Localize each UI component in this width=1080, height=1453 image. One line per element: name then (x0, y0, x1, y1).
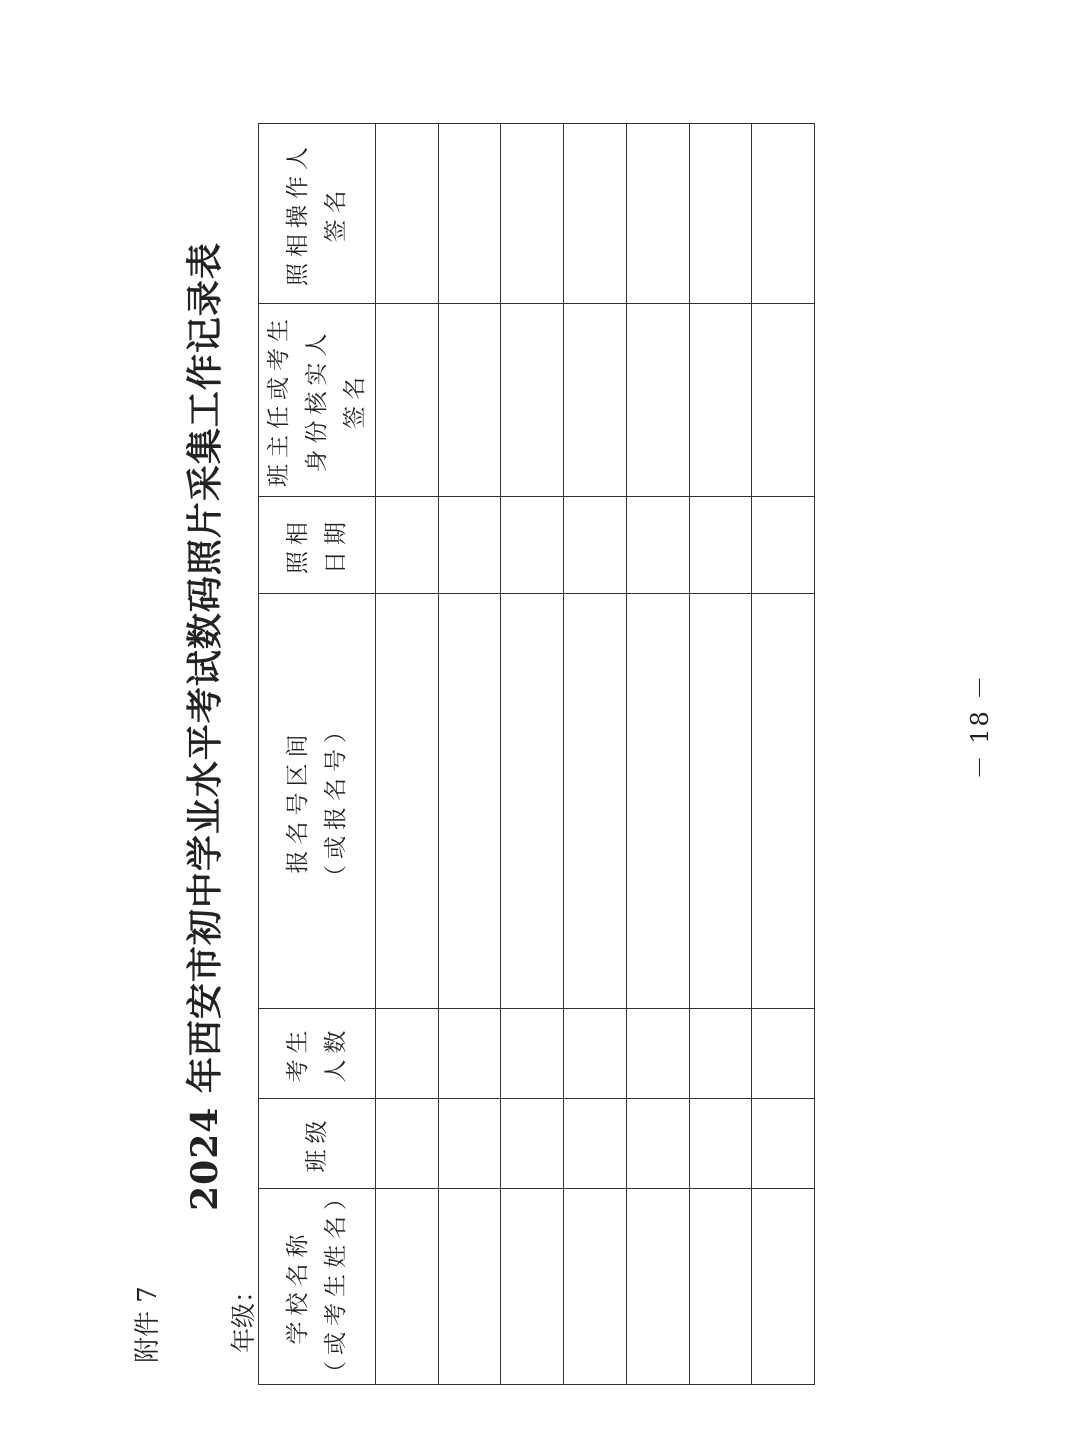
table-cell[interactable] (564, 1099, 627, 1189)
table-cell[interactable] (689, 594, 752, 1009)
record-table (258, 123, 815, 1385)
table-cell[interactable] (564, 594, 627, 1009)
page-title: 2024 年西安市初中学业水平考试数码照片采集工作记录表 (184, 242, 226, 1211)
header-verifier-signature: 班主任或考生 身份核实人 签名 (259, 304, 376, 497)
table-cell[interactable] (564, 1189, 627, 1385)
table-cell[interactable] (626, 497, 689, 594)
table-row (689, 124, 752, 1385)
table-cell[interactable] (564, 124, 627, 304)
table-cell[interactable] (501, 1189, 564, 1385)
page-number: － 18 － (966, 673, 994, 780)
header-row (259, 124, 376, 1385)
table-row (564, 124, 627, 1385)
table-row (626, 124, 689, 1385)
table-row (501, 124, 564, 1385)
table-cell[interactable] (752, 594, 815, 1009)
table-cell[interactable] (438, 124, 501, 304)
header-registration-range: 报名号区间 （或报名号） (259, 594, 376, 1009)
table-cell[interactable] (501, 124, 564, 304)
table-cell[interactable] (564, 1009, 627, 1099)
table-cell[interactable] (438, 497, 501, 594)
header-operator-signature: 照相操作人 签名 (259, 124, 376, 304)
table-cell[interactable] (501, 304, 564, 497)
table-cell[interactable] (564, 497, 627, 594)
table-cell[interactable] (626, 304, 689, 497)
attachment-label: 附件 7 (133, 1286, 163, 1363)
table-cell[interactable] (626, 124, 689, 304)
table-cell[interactable] (376, 594, 439, 1009)
table-cell[interactable] (376, 304, 439, 497)
table-cell[interactable] (438, 594, 501, 1009)
table-cell[interactable] (752, 1099, 815, 1189)
table-cell[interactable] (564, 304, 627, 497)
table-cell[interactable] (501, 1009, 564, 1099)
table-cell[interactable] (501, 1099, 564, 1189)
table-cell[interactable] (501, 594, 564, 1009)
table-cell[interactable] (752, 1189, 815, 1385)
table-cell[interactable] (689, 497, 752, 594)
table-cell[interactable] (626, 1099, 689, 1189)
table-cell[interactable] (438, 1009, 501, 1099)
table-row (752, 124, 815, 1385)
header-class: 班级 (259, 1099, 376, 1189)
table-cell[interactable] (689, 1189, 752, 1385)
table-cell[interactable] (501, 497, 564, 594)
table-cell[interactable] (438, 1189, 501, 1385)
grade-label: 年级： (229, 1277, 258, 1353)
table-cell[interactable] (376, 1189, 439, 1385)
table-cell[interactable] (376, 124, 439, 304)
table-cell[interactable] (438, 304, 501, 497)
table-cell[interactable] (689, 124, 752, 304)
table-cell[interactable] (689, 1009, 752, 1099)
table-body (376, 124, 815, 1385)
table-cell[interactable] (689, 1099, 752, 1189)
table-row (376, 124, 439, 1385)
table-cell[interactable] (752, 124, 815, 304)
table-cell[interactable] (376, 497, 439, 594)
table-cell[interactable] (626, 1189, 689, 1385)
table-cell[interactable] (752, 497, 815, 594)
table-cell[interactable] (438, 1099, 501, 1189)
table-cell[interactable] (626, 1009, 689, 1099)
table-row (438, 124, 501, 1385)
table-cell[interactable] (626, 594, 689, 1009)
header-candidate-count: 考生 人数 (259, 1009, 376, 1099)
table-cell[interactable] (689, 304, 752, 497)
header-photo-date: 照相 日期 (259, 497, 376, 594)
table-cell[interactable] (752, 304, 815, 497)
table-cell[interactable] (752, 1009, 815, 1099)
table-cell[interactable] (376, 1009, 439, 1099)
header-school-name: 学校名称 （或考生姓名） (259, 1189, 376, 1385)
table-cell[interactable] (376, 1099, 439, 1189)
